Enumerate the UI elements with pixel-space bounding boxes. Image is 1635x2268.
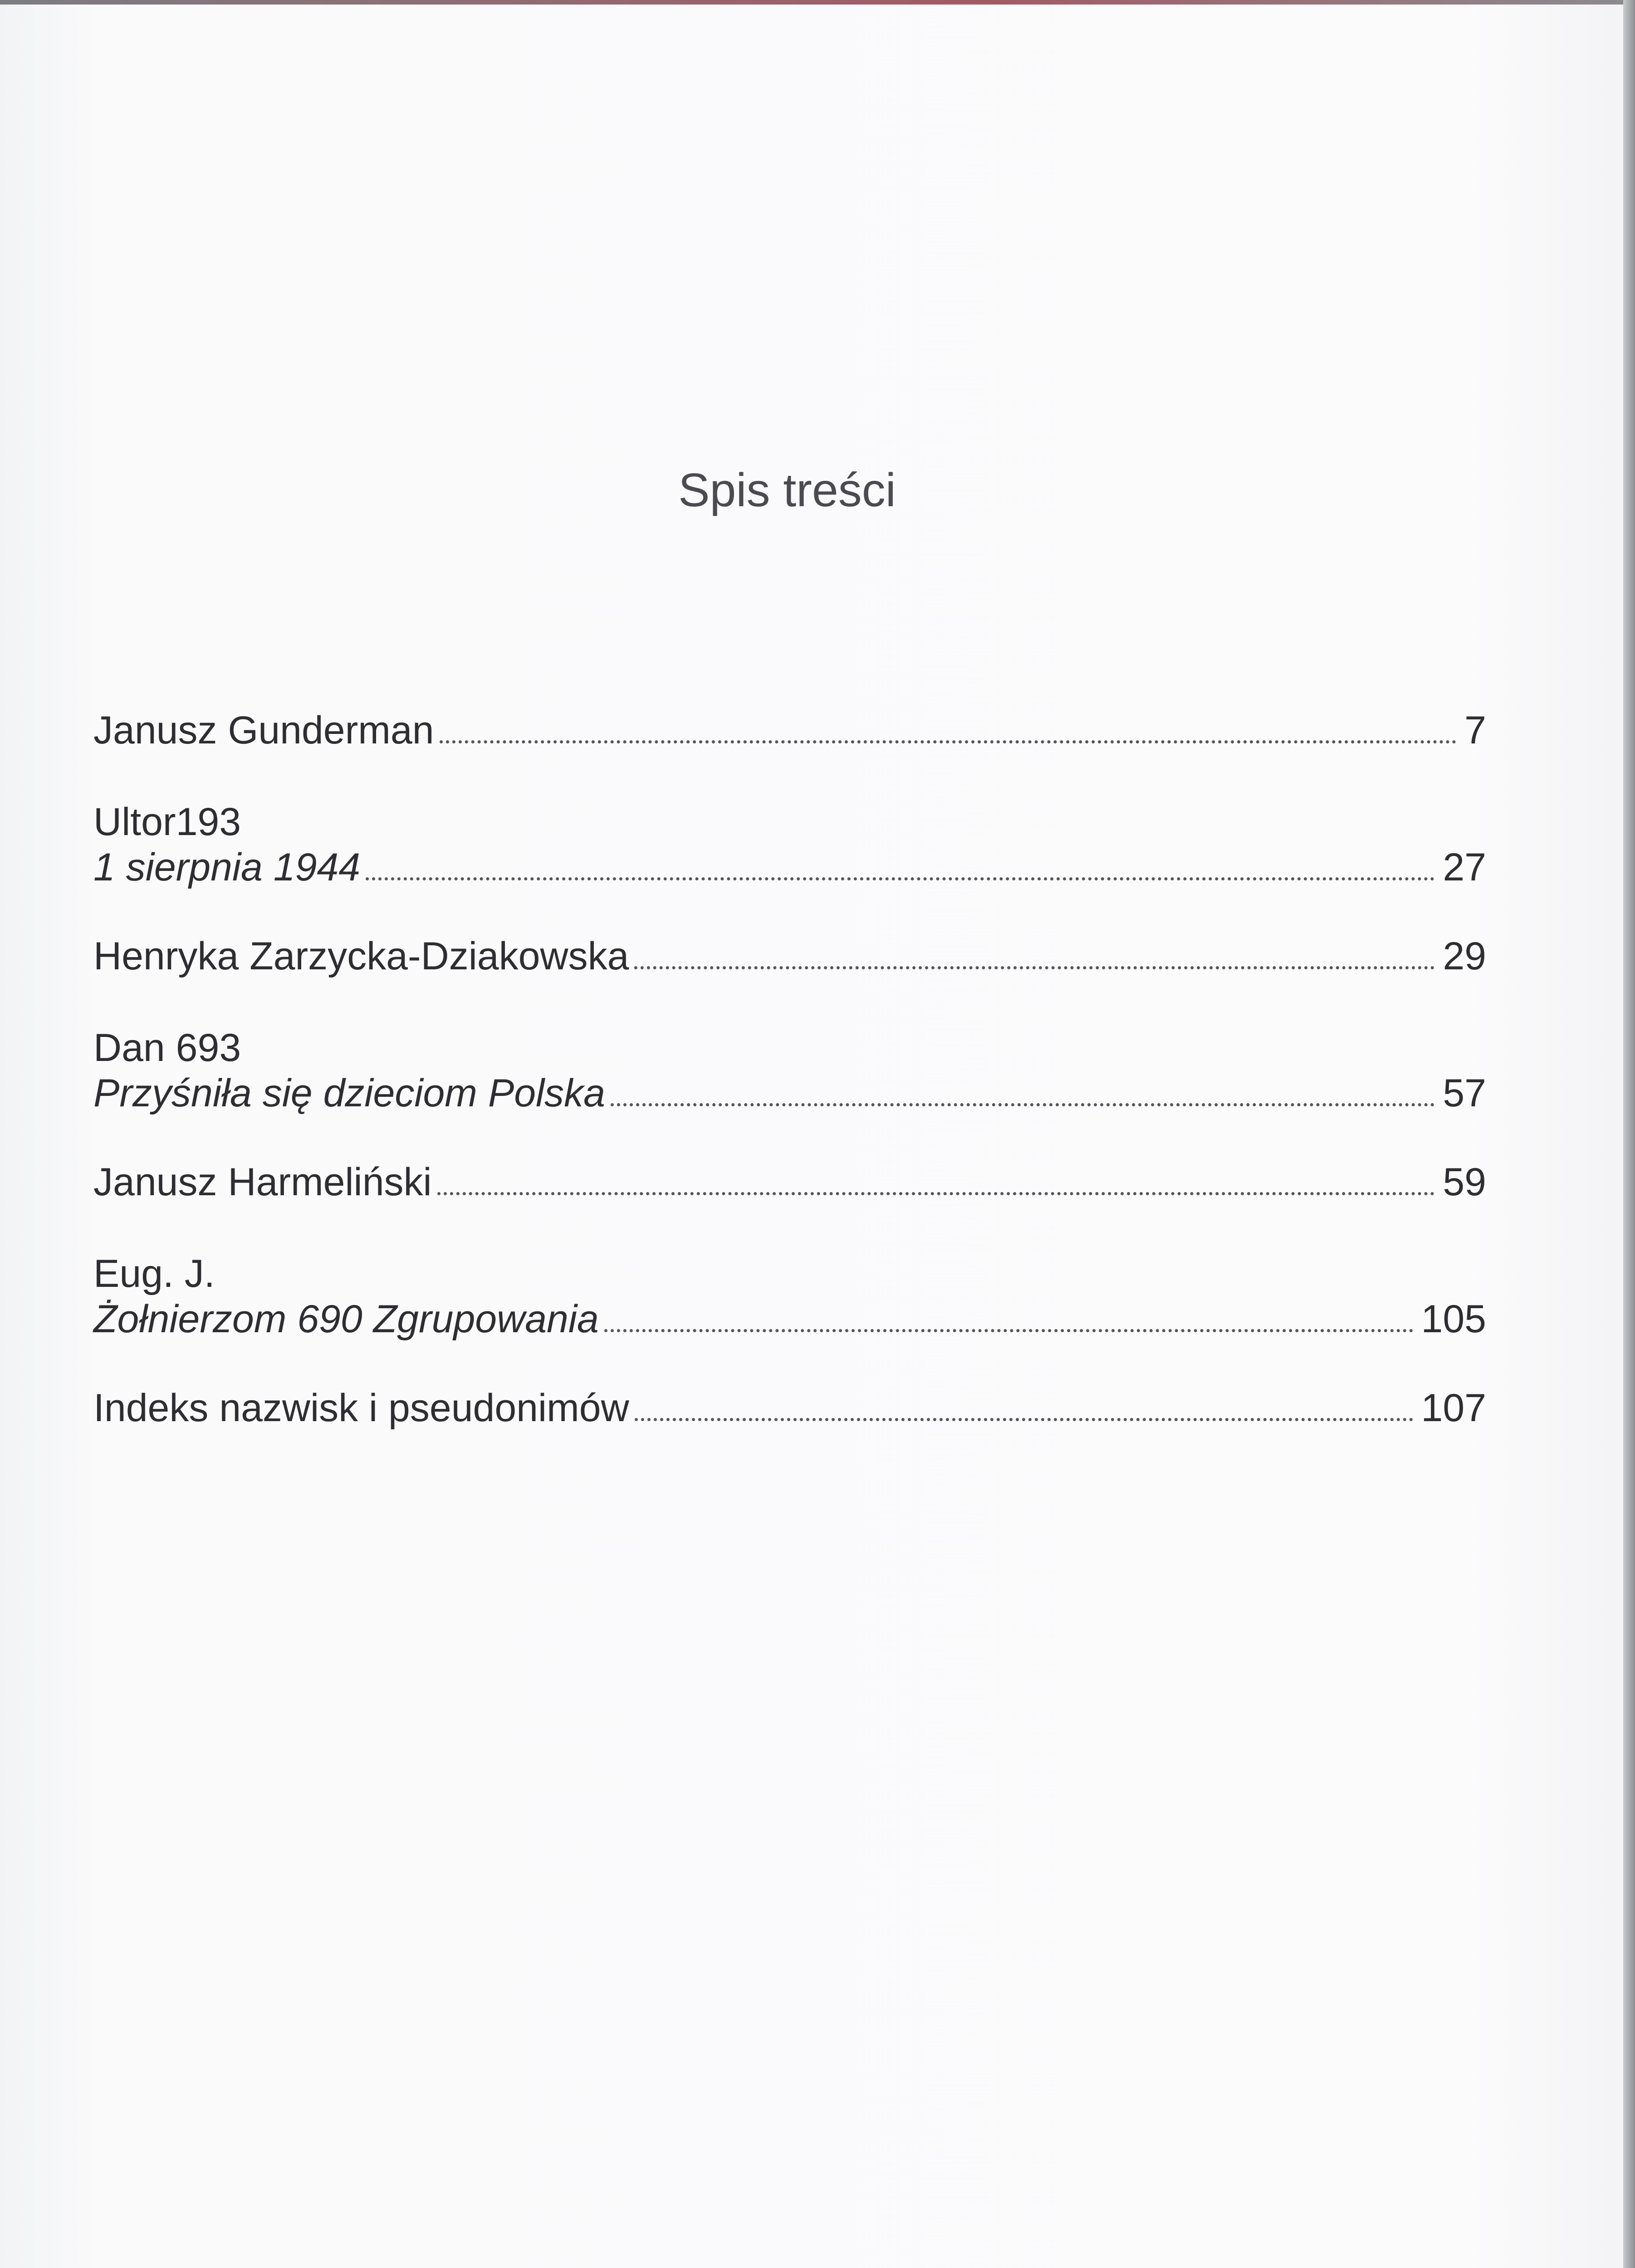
toc-row [93, 708, 1486, 753]
toc-author: Janusz Gunderman [93, 709, 434, 752]
toc-entry [93, 1251, 1486, 1342]
dot-leader [437, 1192, 1435, 1195]
toc-row [93, 934, 1486, 979]
toc-author: Indeks nazwisk i pseudonimów [93, 1386, 629, 1430]
toc-author: Henryka Zarzycka-Dziakowska [93, 934, 629, 978]
toc-entry [93, 1159, 1486, 1205]
toc-author: Eug. J. [93, 1252, 215, 1295]
toc-page-number: 107 [1421, 1386, 1486, 1430]
page-right-edge [1623, 0, 1635, 2268]
dot-leader [604, 1329, 1413, 1332]
toc-row [93, 1070, 1486, 1116]
dot-leader [634, 966, 1434, 969]
toc-author: Ultor193 [93, 800, 241, 844]
page-title: Spis treści [678, 464, 896, 517]
toc-work-title: 1 sierpnia 1944 [93, 846, 361, 889]
dot-leader [366, 877, 1434, 880]
toc-entry [93, 1025, 1486, 1116]
toc-page-number: 57 [1443, 1071, 1486, 1115]
page-top-edge [0, 0, 1635, 5]
toc-entry [93, 934, 1486, 979]
toc-row [93, 1296, 1486, 1342]
toc-entry [93, 1385, 1486, 1431]
dot-leader [611, 1103, 1434, 1106]
toc-page-number: 59 [1443, 1160, 1486, 1204]
toc-page-number: 105 [1421, 1297, 1486, 1341]
toc-work-title: Żołnierzom 690 Zgrupowania [93, 1297, 599, 1341]
toc-row [93, 845, 1486, 890]
dot-leader [440, 740, 1457, 743]
toc-entry [93, 708, 1486, 753]
toc-author: Dan 693 [93, 1026, 241, 1070]
toc-entry [93, 799, 1486, 890]
toc-row [93, 1159, 1486, 1205]
toc-work-title: Przyśniła się dzieciom Polska [93, 1071, 605, 1115]
toc-row [93, 1385, 1486, 1431]
toc-author: Janusz Harmeliński [93, 1160, 432, 1204]
toc-page-number: 7 [1464, 709, 1486, 752]
dot-leader [635, 1418, 1413, 1421]
toc-page-number: 27 [1443, 846, 1486, 889]
toc-page-number: 29 [1443, 934, 1486, 978]
